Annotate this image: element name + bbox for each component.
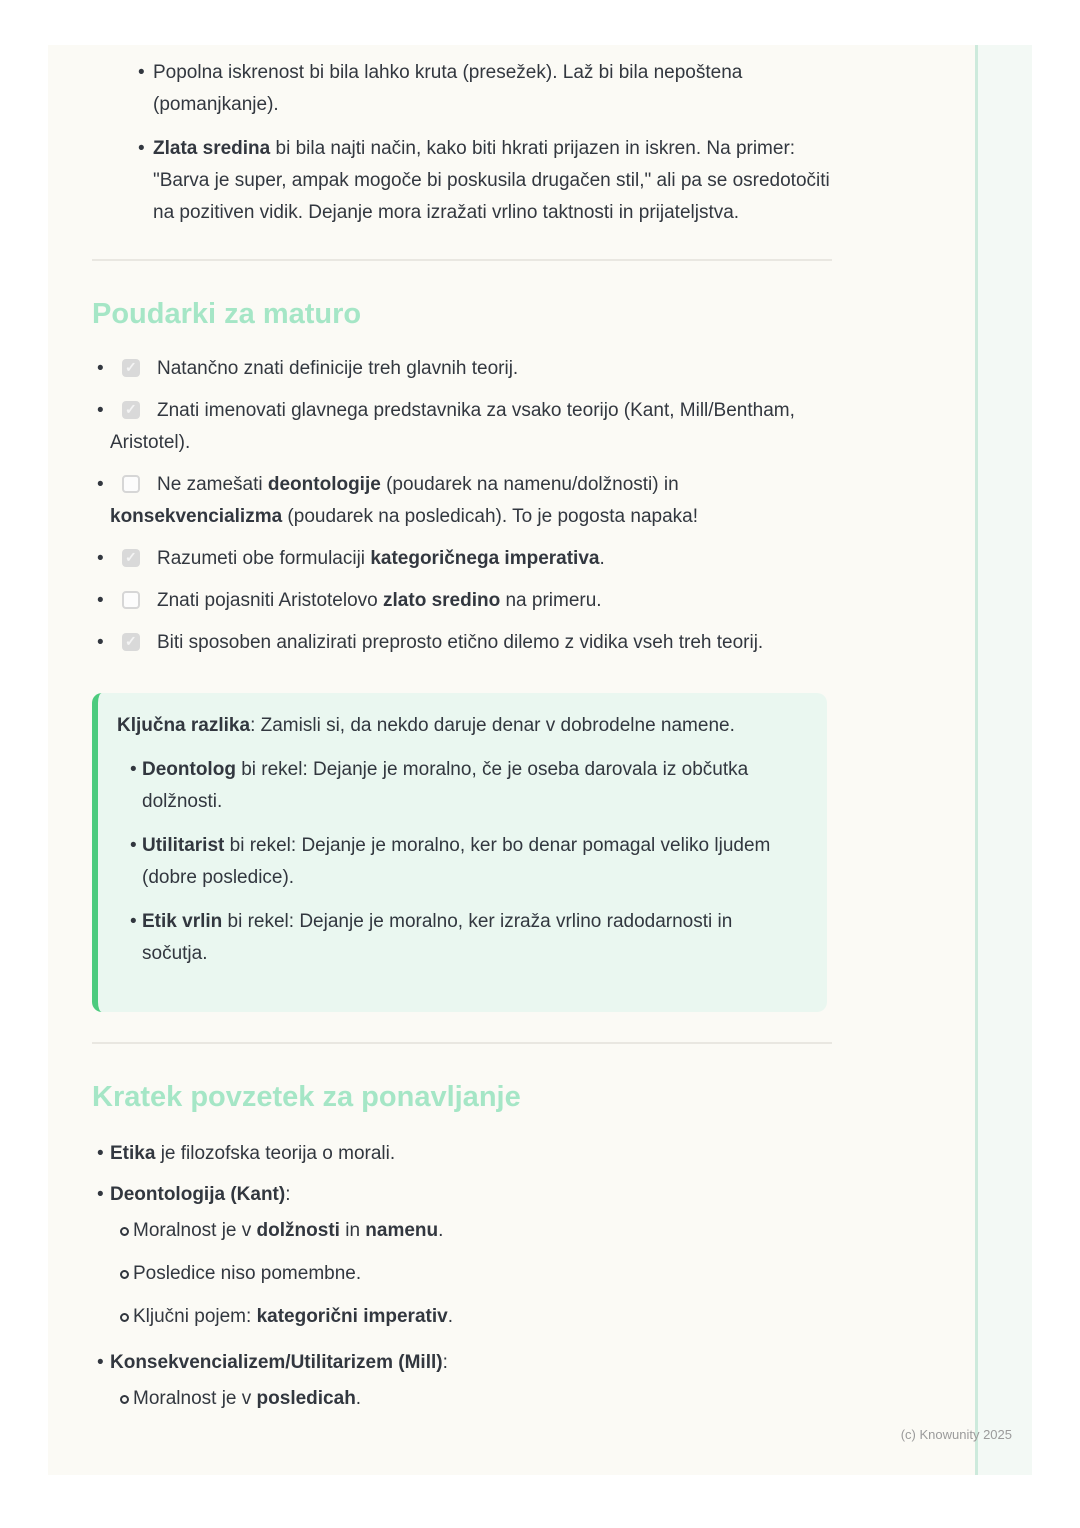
summary-sub-item (110, 1383, 832, 1415)
summary-sub-list (110, 1215, 832, 1333)
summary-sub-text: . (447, 1306, 453, 1327)
checklist-item (92, 469, 832, 533)
summary-sub-text: Moralnost je v (133, 1220, 257, 1241)
copyright-notice: (c) Knowunity 2025 (900, 1427, 1012, 1442)
summary-sub-item (110, 1301, 832, 1333)
summary-item (92, 1347, 832, 1415)
section-heading-poudarki: Poudarki za maturo (92, 298, 362, 330)
callout-title (117, 710, 797, 742)
checklist-item-text: (poudarek na namenu/dolžnosti) in (380, 474, 679, 495)
exam-checklist (92, 353, 832, 659)
summary-item (92, 1179, 832, 1333)
checklist-item (92, 585, 832, 617)
callout-item-bold: Deontolog (142, 759, 236, 780)
summary-item-bold: Konsekvencializem/Utilitarizem (Mill) (110, 1352, 443, 1373)
summary-sub-bold: dolžnosti (256, 1220, 340, 1241)
callout-item-bold: Etik vrlin (142, 911, 223, 932)
right-margin-strip (975, 45, 1032, 1475)
summary-sub-bold: kategorični imperativ (256, 1306, 448, 1327)
checklist-item-text: Biti sposoben analizirati preprosto etično dilemo z vidika vseh treh teorij. (157, 632, 764, 653)
checkbox-unchecked-icon[interactable] (122, 591, 140, 609)
checkbox-checked-icon[interactable] (122, 401, 140, 419)
callout-item-text: bi rekel: Dejanje je moralno, če je oseba darovala iz občutka dolžnosti. (142, 759, 749, 812)
checklist-item-bold: deontologije (267, 474, 381, 495)
callout-title-bold: Ključna razlika (117, 715, 251, 736)
summary-sub-text: . (438, 1220, 444, 1241)
key-difference-callout (92, 693, 827, 1012)
summary-sub-text: in (339, 1220, 366, 1241)
callout-item (117, 906, 797, 970)
summary-sub-list (110, 1383, 832, 1415)
checklist-item-text: Natančno znati definicije treh glavnih teorij. (157, 358, 519, 379)
summary-sub-text: Ključni pojem: (133, 1306, 257, 1327)
section-heading-povzetek: Kratek povzetek za ponavljanje (92, 1081, 521, 1113)
checklist-item-text: . (599, 548, 605, 569)
checklist-item-text: (poudarek na posledicah). To je pogosta napaka! (282, 506, 698, 527)
checkbox-unchecked-icon[interactable] (122, 475, 140, 493)
summary-item-text: : (442, 1352, 448, 1373)
callout-title-text: : Zamisli si, da nekdo daruje denar v dobrodelne namene. (250, 715, 735, 736)
summary-item-text: : (285, 1184, 291, 1205)
callout-item-text: bi rekel: Dejanje je moralno, ker bo denar pomagal veliko ljudem (dobre posledice). (142, 835, 771, 888)
checklist-item-bold: kategoričnega imperativa (370, 548, 600, 569)
summary-sub-text: . (355, 1388, 362, 1409)
summary-sub-item (110, 1215, 832, 1247)
summary-item-bold: Deontologija (Kant) (110, 1184, 286, 1205)
list-item-bold-lead: Zlata sredina (153, 138, 271, 159)
checklist-item (92, 543, 832, 575)
checklist-item (92, 627, 832, 659)
summary-item-bold: Etika (110, 1143, 156, 1164)
divider (92, 1042, 832, 1044)
divider (92, 259, 832, 261)
list-item-text: Popolna iskrenost bi bila lahko kruta (presežek). Laž bi bila nepoštena (pomanjkanje). (153, 62, 743, 115)
summary-sub-item (110, 1258, 832, 1290)
summary-item-text: je filozofska teorija o morali. (155, 1143, 396, 1164)
summary-sub-text: Moralnost je v (133, 1388, 257, 1409)
checklist-item-text: Znati imenovati glavnega predstavnika za vsako teorijo (Kant, Mill/Bentham, Aristotel). (110, 400, 795, 453)
callout-item-text: bi rekel: Dejanje je moralno, ker izraža vrlino radodarnosti in sočutja. (142, 911, 733, 964)
summary-sub-bold: posledicah (256, 1388, 356, 1409)
page-content (48, 45, 832, 1415)
checklist-item-text: Ne zamešati (157, 474, 268, 495)
checkbox-checked-icon[interactable] (122, 549, 140, 567)
callout-item (117, 830, 797, 894)
summary-item (92, 1138, 832, 1170)
checkbox-checked-icon[interactable] (122, 359, 140, 377)
callout-list (117, 754, 797, 970)
checklist-item-text: na primeru. (500, 590, 602, 611)
checklist-item-text: Razumeti obe formulaciji (157, 548, 371, 569)
callout-item-bold: Utilitarist (142, 835, 225, 856)
callout-item (117, 754, 797, 818)
intro-list (92, 57, 832, 229)
list-item (92, 133, 832, 229)
summary-sub-bold: namenu (365, 1220, 439, 1241)
checklist-item (92, 395, 832, 459)
checklist-item-bold: konsekvencializma (110, 506, 283, 527)
checkbox-checked-icon[interactable] (122, 633, 140, 651)
summary-list (92, 1138, 832, 1415)
checklist-item-bold: zlato sredino (383, 590, 501, 611)
summary-sub-text: Posledice niso pomembne. (133, 1263, 362, 1284)
checklist-item (92, 353, 832, 385)
note-page-card (48, 45, 1032, 1475)
list-item (92, 57, 832, 121)
checklist-item-text: Znati pojasniti Aristotelovo (157, 590, 384, 611)
list-item-text: bi bila najti način, kako biti hkrati prijazen in iskren. Na primer: "Barva je super, ampak mogoče bi poskusila drugačen stil," ali pa se osredotočiti na pozitiven vidik. Dejanje mora izražati vrlino taktnosti in prijateljstva. (153, 138, 830, 223)
